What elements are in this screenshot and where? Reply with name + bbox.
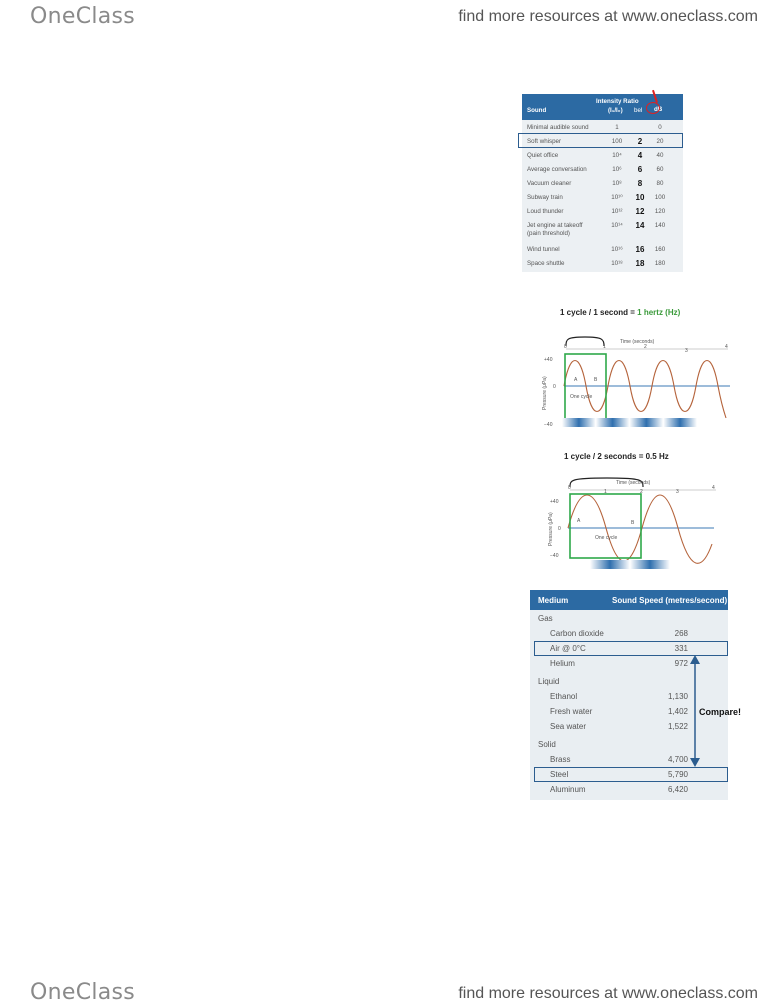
category-label: Gas xyxy=(538,614,553,623)
wave2-compression-strip xyxy=(590,560,670,569)
row-bel: 8 xyxy=(637,179,643,188)
row-bel: 16 xyxy=(635,245,645,254)
category-label: Solid xyxy=(538,740,556,749)
oneclass-logo: OneClass xyxy=(30,4,136,29)
speed-value: 1,522 xyxy=(667,722,688,731)
row-db: 40 xyxy=(656,152,664,159)
medium-name: Brass xyxy=(550,755,571,764)
row-db: 160 xyxy=(654,246,666,253)
table-row xyxy=(522,257,683,271)
row-ratio: 1 xyxy=(615,124,619,131)
speed-value: 1,130 xyxy=(667,692,688,701)
medium-name: Ethanol xyxy=(550,692,578,701)
compare-label: Compare! xyxy=(699,707,742,717)
header-medium: Medium xyxy=(538,596,569,605)
row-sound: Quiet office xyxy=(527,152,559,159)
wave2-tick-y: 0 xyxy=(558,526,561,532)
db-circle-annotation xyxy=(646,102,663,114)
wave1-tick-x: 2 xyxy=(644,344,647,350)
row-sound: Space shuttle xyxy=(527,260,565,267)
row-ratio: 10¹² xyxy=(611,208,623,215)
row-ratio: 10¹⁰ xyxy=(611,194,623,201)
wave2-tick-y: −40 xyxy=(550,553,559,559)
table-row xyxy=(522,163,683,177)
speed-value: 268 xyxy=(674,629,688,638)
row-db: 0 xyxy=(658,124,662,131)
medium-name: Fresh water xyxy=(550,707,593,716)
medium-name: Aluminum xyxy=(550,785,586,794)
row-sound-note: (pain threshold) xyxy=(527,230,570,237)
oneclass-logo-footer: OneClass xyxy=(30,980,136,1005)
table-row xyxy=(522,243,683,257)
wave2-tick-x: 0 xyxy=(568,485,571,491)
row-sound: Jet engine at takeoff xyxy=(527,222,583,229)
row-bel: 4 xyxy=(637,151,643,160)
wave2-tick-x: 1 xyxy=(604,489,607,495)
row-db: 60 xyxy=(656,166,664,173)
header-ratio-formula: (I₁/I₀) xyxy=(608,107,623,114)
wave1-bracket xyxy=(566,337,604,346)
wave1-tick-y: 0 xyxy=(553,384,556,390)
speed-value: 6,420 xyxy=(667,785,688,794)
medium-name: Steel xyxy=(550,770,569,779)
row-ratio: 10¹⁴ xyxy=(611,222,623,229)
steel-highlight xyxy=(534,767,728,782)
row-bel: 14 xyxy=(635,221,645,230)
header-tagline[interactable]: find more resources at www.oneclass.com xyxy=(458,8,758,25)
wave1-sine-curve xyxy=(564,361,726,419)
header-sound-speed: Sound Speed (metres/second) xyxy=(612,596,728,605)
row-sound: Minimal audible sound xyxy=(527,124,589,131)
row-ratio: 10¹⁸ xyxy=(611,260,623,267)
wave2-sine-curve xyxy=(568,495,712,563)
wave2-y-label: Pressure (μPa) xyxy=(548,512,554,546)
wave1-cycle-label: One cycle xyxy=(570,394,593,400)
wave1-tick-x: 0 xyxy=(564,344,567,350)
wave1-y-label: Pressure (μPa) xyxy=(542,376,548,410)
table-row xyxy=(522,177,683,191)
footer-tagline[interactable]: find more resources at www.oneclass.com xyxy=(458,985,758,1002)
row-bel: 2 xyxy=(637,137,643,146)
sound-intensity-table xyxy=(522,94,683,272)
wave1-compression-strip xyxy=(562,418,697,427)
wave1-tick-y: −40 xyxy=(544,422,553,428)
wave2-tick-x: 2 xyxy=(640,489,643,495)
arrow-up-icon xyxy=(690,655,700,664)
wave2-caption: 1 cycle / 2 seconds = 0.5 Hz xyxy=(564,452,669,461)
wave1-tick-x: 1 xyxy=(603,344,606,350)
row-bel: 12 xyxy=(635,207,645,216)
wave2-diagram xyxy=(540,466,735,566)
header-sound: Sound xyxy=(527,107,547,114)
wave1-caption-hz: 1 hertz (Hz) xyxy=(637,308,681,317)
wave1-time-label: Time (seconds) xyxy=(620,339,655,345)
wave1-tick-x: 3 xyxy=(685,348,688,354)
row-bel: 18 xyxy=(635,259,645,268)
row-ratio: 10⁴ xyxy=(612,152,622,159)
wave2-time-label: Time (seconds) xyxy=(616,480,651,486)
header-db: dB xyxy=(654,106,663,113)
row-db: 20 xyxy=(656,138,664,145)
row-ratio: 10¹⁶ xyxy=(611,246,623,253)
row-sound: Average conversation xyxy=(527,166,587,173)
row-ratio: 100 xyxy=(611,138,623,145)
table-row xyxy=(522,149,683,163)
table-row xyxy=(522,205,683,219)
table-row xyxy=(522,191,683,205)
row-sound: Vacuum cleaner xyxy=(527,180,572,187)
header-bel: bel xyxy=(634,107,643,114)
wave1-caption-text: 1 cycle / 1 second = xyxy=(560,308,638,317)
speed-value: 5,790 xyxy=(667,770,688,779)
row-sound: Soft whisper xyxy=(527,138,562,145)
table-row xyxy=(522,219,683,241)
wave2-cycle-label: One cycle xyxy=(595,535,618,541)
medium-name: Helium xyxy=(550,659,575,668)
speed-value: 331 xyxy=(674,644,688,653)
row-bel: 6 xyxy=(637,165,643,174)
wave2-tick-x: 4 xyxy=(712,485,715,491)
table-row xyxy=(530,785,728,799)
medium-name: Sea water xyxy=(550,722,587,731)
wave2-tick-y: +40 xyxy=(550,499,559,505)
wave1-point-b: B xyxy=(594,377,598,383)
soft-whisper-highlight xyxy=(518,133,683,148)
row-db: 120 xyxy=(654,208,666,215)
header-intensity-ratio: Intensity Ratio xyxy=(596,98,639,105)
wave1-caption xyxy=(560,308,680,317)
row-ratio: 10⁸ xyxy=(612,180,622,187)
arrow-down-icon xyxy=(690,758,700,767)
medium-name: Carbon dioxide xyxy=(550,629,604,638)
medium-name: Air @ 0°C xyxy=(550,644,586,653)
row-sound: Loud thunder xyxy=(527,208,564,215)
row-db: 180 xyxy=(654,260,666,267)
row-ratio: 10⁶ xyxy=(612,166,622,173)
wave1-tick-x: 4 xyxy=(725,344,728,350)
wave1-tick-y: +40 xyxy=(544,357,553,363)
category-row xyxy=(530,614,728,628)
wave1-point-a: A xyxy=(574,377,578,383)
speed-table-header xyxy=(530,590,728,610)
wave2-point-b: B xyxy=(631,520,635,526)
category-label: Liquid xyxy=(538,677,560,686)
row-bel: 10 xyxy=(635,193,645,202)
row-db: 100 xyxy=(654,194,666,201)
wave2-tick-x: 3 xyxy=(676,489,679,495)
row-db: 140 xyxy=(654,222,666,229)
row-sound: Wind tunnel xyxy=(527,246,560,253)
wave2-point-a: A xyxy=(577,518,581,524)
speed-value: 4,700 xyxy=(667,755,688,764)
row-sound: Subway train xyxy=(527,194,563,201)
speed-value: 972 xyxy=(674,659,688,668)
speed-value: 1,402 xyxy=(667,707,688,716)
row-db: 80 xyxy=(656,180,664,187)
